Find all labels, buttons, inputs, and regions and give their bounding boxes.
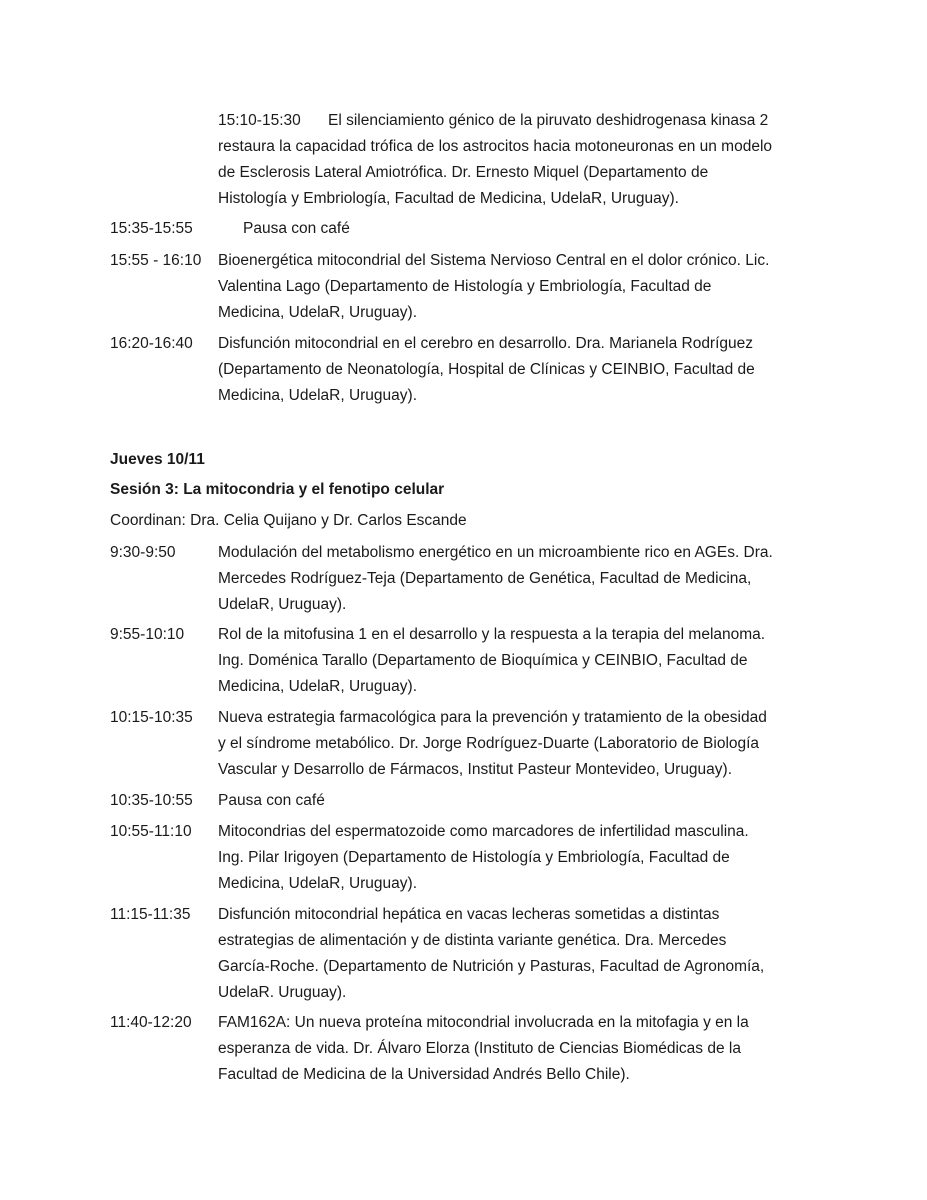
item-line: Mercedes Rodríguez-Teja (Departamento de Genética, Facultad de Medicina, — [218, 570, 752, 587]
item-line: Medicina, UdelaR, Uruguay). — [218, 678, 418, 695]
item-line: Valentina Lago (Departamento de Histología y Embriología, Facultad de — [218, 278, 712, 295]
item-time: 15:55 - 16:10 — [110, 252, 202, 269]
item-title: Pausa con café — [218, 792, 325, 809]
day-heading: Jueves 10/11 — [110, 451, 205, 468]
item-title: FAM162A: Un nueva proteína mitocondrial involucrada en la mitofagia y en la — [218, 1014, 749, 1031]
item-line: Medicina, UdelaR, Uruguay). — [218, 304, 418, 321]
item-title: El silenciamiento génico de la piruvato deshidrogenasa kinasa 2 — [328, 112, 769, 129]
session-title: Sesión 3: La mitocondria y el fenotipo celular — [110, 481, 445, 498]
item-line: Ing. Pilar Irigoyen (Departamento de Histología y Embriología, Facultad de — [218, 849, 730, 866]
item-time: 9:55-10:10 — [110, 626, 185, 643]
item-line: Vascular y Desarrollo de Fármacos, Institut Pasteur Montevideo, Uruguay). — [218, 761, 733, 778]
item-time: 9:30-9:50 — [110, 544, 176, 561]
item-title: Pausa con café — [243, 220, 350, 237]
item-time: 11:15-11:35 — [110, 906, 191, 923]
item-time: 16:20-16:40 — [110, 335, 193, 352]
item-line: estrategias de alimentación y de distinta variante genética. Dra. Mercedes — [218, 932, 727, 949]
item-line: UdelaR, Uruguay). — [218, 596, 347, 613]
item-time: 10:15-10:35 — [110, 709, 193, 726]
item-line: esperanza de vida. Dr. Álvaro Elorza (Instituto de Ciencias Biomédicas de la — [218, 1040, 741, 1057]
item-title: Rol de la mitofusina 1 en el desarrollo y la respuesta a la terapia del melanoma. — [218, 626, 766, 643]
item-time: 11:40-12:20 — [110, 1014, 192, 1031]
item-line: Facultad de Medicina de la Universidad Andrés Bello Chile). — [218, 1066, 630, 1083]
coordinators: Coordinan: Dra. Celia Quijano y Dr. Carlos Escande — [110, 512, 467, 529]
item-line: Histología y Embriología, Facultad de Medicina, UdelaR, Uruguay). — [218, 190, 679, 207]
item-time: 10:35-10:55 — [110, 792, 193, 809]
item-title: Disfunción mitocondrial en el cerebro en desarrollo. Dra. Marianela Rodríguez — [218, 335, 754, 352]
item-line: de Esclerosis Lateral Amiotrófica. Dr. Ernesto Miquel (Departamento de — [218, 164, 709, 181]
item-line: UdelaR. Uruguay). — [218, 984, 347, 1001]
item-line: Medicina, UdelaR, Uruguay). — [218, 875, 418, 892]
item-line: restaura la capacidad trófica de los astrocitos hacia motoneuronas en un modelo — [218, 138, 773, 155]
item-time: 15:35-15:55 — [110, 220, 193, 237]
item-line: y el síndrome metabólico. Dr. Jorge Rodríguez-Duarte (Laboratorio de Biología — [218, 735, 760, 752]
item-line: Ing. Doménica Tarallo (Departamento de Bioquímica y CEINBIO, Facultad de — [218, 652, 748, 669]
item-line: García-Roche. (Departamento de Nutrición y Pasturas, Facultad de Agronomía, — [218, 958, 765, 975]
item-title: Bioenergética mitocondrial del Sistema Nervioso Central en el dolor crónico. Lic. — [218, 252, 770, 269]
item-line: (Departamento de Neonatología, Hospital de Clínicas y CEINBIO, Facultad de — [218, 361, 755, 378]
item-title: Mitocondrias del espermatozoide como marcadores de infertilidad masculina. — [218, 823, 749, 840]
item-title: Disfunción mitocondrial hepática en vacas lecheras sometidas a distintas — [218, 906, 720, 923]
item-title: Nueva estrategia farmacológica para la prevención y tratamiento de la obesidad — [218, 709, 767, 726]
item-line: Medicina, UdelaR, Uruguay). — [218, 387, 418, 404]
item-time: 10:55-11:10 — [110, 823, 192, 840]
item-time: 15:10-15:30 — [218, 112, 301, 129]
item-title: Modulación del metabolismo energético en un microambiente rico en AGEs. Dra. — [218, 544, 773, 561]
